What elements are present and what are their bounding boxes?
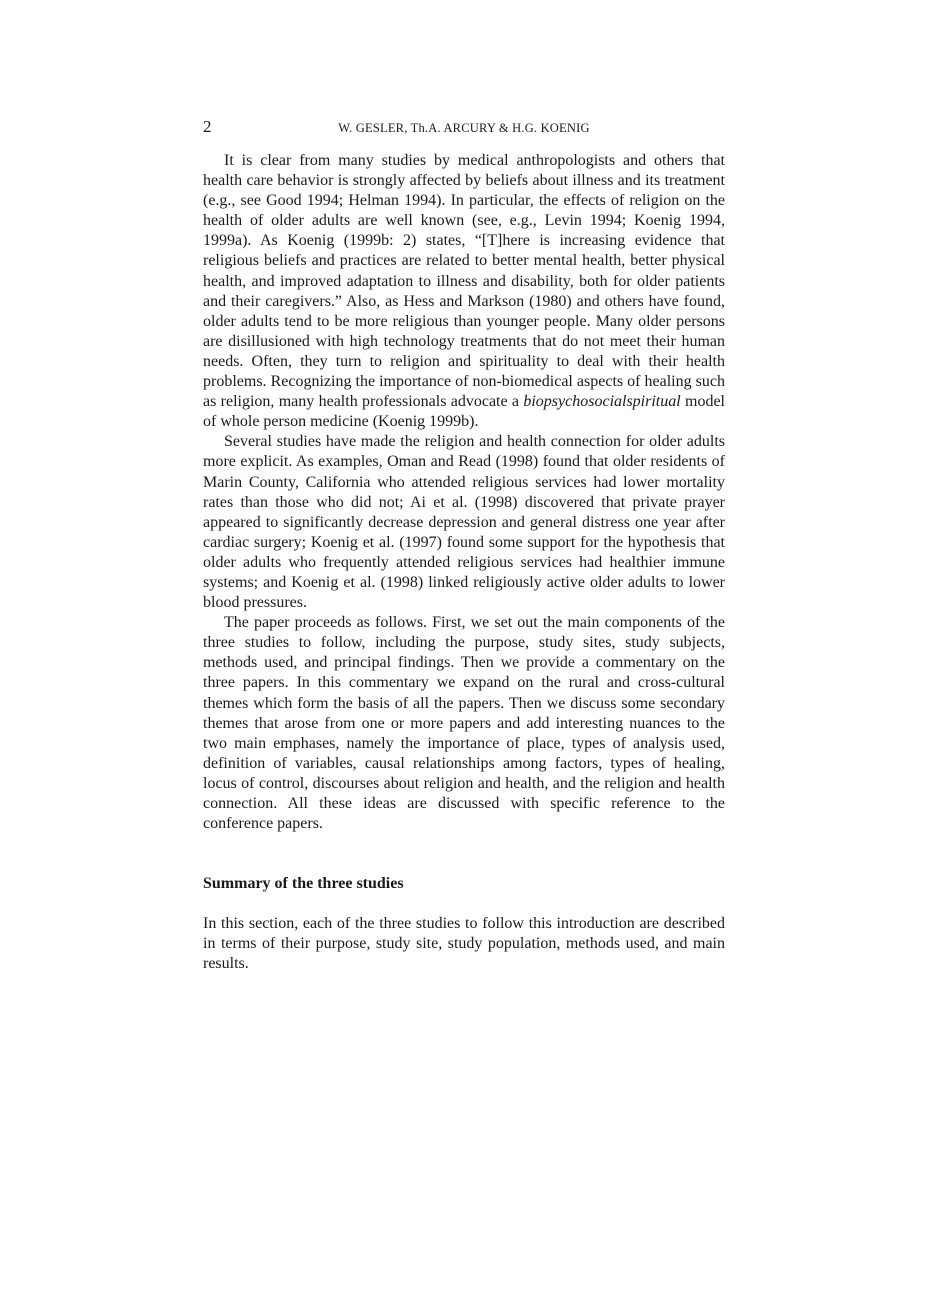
page-number: 2 (203, 117, 212, 136)
paragraph-1-italic-term: biopsychosocialspiritual (523, 393, 681, 411)
section-paragraph: In this section, each of the three studies to follow this introduction are described in terms of their purpose, study site, study population, methods used, and main results. (203, 915, 725, 973)
paragraph-1-text-start: It is clear from many studies by medical anthropologists and others that health care behavior is strongly affected by beliefs about illness and its treatment (e.g., see Good 1994; Helman 1994). In particular, the effects of religion on the health of older adults are well known (see, e.g., Levin 1994; Koenig 1994, 1999a). As Koenig (1999b: 2) states, “[T]here is increasing evidence that religious beliefs and practices are related to better mental health, better physical health, and improved adaptation to illness and disability, both for older patients and their caregivers.” Also, as Hess and Markson (1980) and others have found, older adults tend to be more religious than younger people. Many older persons are disillusioned with high technology treatments that do not meet their human needs. Often, they turn to religion and spirituality to deal with their health problems. Recognizing the importance of non-biomedical aspects of healing such as religion, many health professionals advocate a (203, 152, 725, 411)
section-heading: Summary of the three studies (203, 875, 404, 893)
paragraph-3: The paper proceeds as follows. First, we set out the main components of the three studies to follow, including the purpose, study sites, study subjects, methods used, and principal findings. Then we provide a commentary on the three papers. In this commentary we expand on the rural and cross-cultural themes which form the basis of all the papers. Then we discuss some secondary themes that arose from one or more papers and add interesting nuances to the two main emphases, namely the importance of place, types of analysis used, definition of variables, causal relationships among factors, types of healing, locus of control, discourses about religion and health, and the religion and health connection. All these ideas are discussed with specific reference to the conference papers. (203, 614, 725, 833)
running-head (203, 116, 725, 138)
running-head-authors: W. GESLER, Th.A. ARCURY & H.G. KOENIG (338, 121, 590, 135)
paragraph-1-text-end: model of whole person medicine (Koenig 1999b). (203, 393, 725, 431)
paragraph-1 (203, 151, 725, 432)
body-text (203, 151, 725, 974)
paragraph-2: Several studies have made the religion and health connection for older adults more explicit. As examples, Oman and Read (1998) found that older residents of Marin County, California who attended religious services had lower mortality rates than those who did not; Ai et al. (1998) discovered that private prayer appeared to significantly decrease depression and general distress one year after cardiac surgery; Koenig et al. (1997) found some support for the hypothesis that older adults who frequently attended religious services had healthier immune systems; and Koenig et al. (1998) linked religiously active older adults to lower blood pressures. (203, 433, 725, 612)
